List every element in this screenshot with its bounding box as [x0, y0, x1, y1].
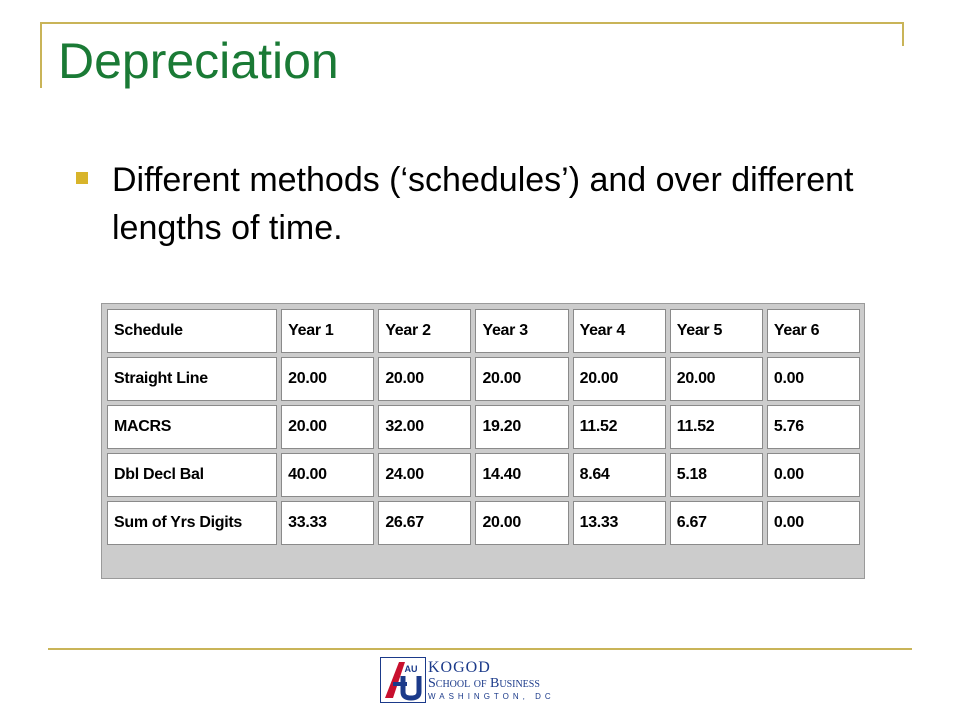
table-cell: 6.67 — [670, 501, 763, 545]
table-cell: 24.00 — [378, 453, 471, 497]
table-cell: 0.00 — [767, 357, 860, 401]
table-cell: 20.00 — [475, 357, 568, 401]
table-cell: 11.52 — [670, 405, 763, 449]
table-cell: 8.64 — [573, 453, 666, 497]
left-frame-line — [40, 22, 42, 88]
table-cell: 20.00 — [670, 357, 763, 401]
table-cell: MACRS — [107, 405, 277, 449]
table-cell: Dbl Decl Bal — [107, 453, 277, 497]
logo-line-3: WASHINGTON, DC — [428, 692, 555, 701]
footer-divider — [48, 648, 912, 650]
table-cell: 20.00 — [475, 501, 568, 545]
table-cell: 14.40 — [475, 453, 568, 497]
table-cell: 20.00 — [281, 405, 374, 449]
table-row — [107, 405, 860, 449]
header-cell: Year 4 — [573, 309, 666, 353]
table-cell: 33.33 — [281, 501, 374, 545]
slide-title: Depreciation — [58, 33, 339, 89]
depreciation-table — [103, 305, 864, 549]
table-row — [107, 357, 860, 401]
table-cell: Sum of Yrs Digits — [107, 501, 277, 545]
table-cell: 5.18 — [670, 453, 763, 497]
au-logo-icon — [380, 657, 426, 703]
bullet-point — [76, 156, 896, 252]
top-frame-line — [40, 22, 904, 24]
table-cell: 11.52 — [573, 405, 666, 449]
logo-line-2: School of Business — [428, 676, 540, 691]
table-cell: 0.00 — [767, 453, 860, 497]
table-cell: 5.76 — [767, 405, 860, 449]
right-frame-line — [902, 22, 904, 46]
bullet-text: Different methods (‘schedules’) and over different lengths of time. — [112, 161, 854, 247]
table-cell: 13.33 — [573, 501, 666, 545]
logo-mark-text: AU — [404, 664, 418, 674]
table-cell: 20.00 — [281, 357, 374, 401]
header-cell: Year 3 — [475, 309, 568, 353]
table-cell: 20.00 — [573, 357, 666, 401]
table-cell: 0.00 — [767, 501, 860, 545]
table-cell: 19.20 — [475, 405, 568, 449]
table-cell: 26.67 — [378, 501, 471, 545]
table-cell: 20.00 — [378, 357, 471, 401]
logo-line-1: KOGOD — [428, 659, 491, 676]
table-cell: Straight Line — [107, 357, 277, 401]
table-header-row — [107, 309, 860, 353]
table-cell: 32.00 — [378, 405, 471, 449]
header-cell: Year 6 — [767, 309, 860, 353]
header-cell: Schedule — [107, 309, 277, 353]
square-bullet-icon — [76, 172, 88, 184]
table-row — [107, 453, 860, 497]
depreciation-table-container — [101, 303, 865, 579]
table-row — [107, 501, 860, 545]
kogod-wordmark — [428, 659, 555, 702]
header-cell: Year 1 — [281, 309, 374, 353]
header-cell: Year 5 — [670, 309, 763, 353]
header-cell: Year 2 — [378, 309, 471, 353]
table-cell: 40.00 — [281, 453, 374, 497]
